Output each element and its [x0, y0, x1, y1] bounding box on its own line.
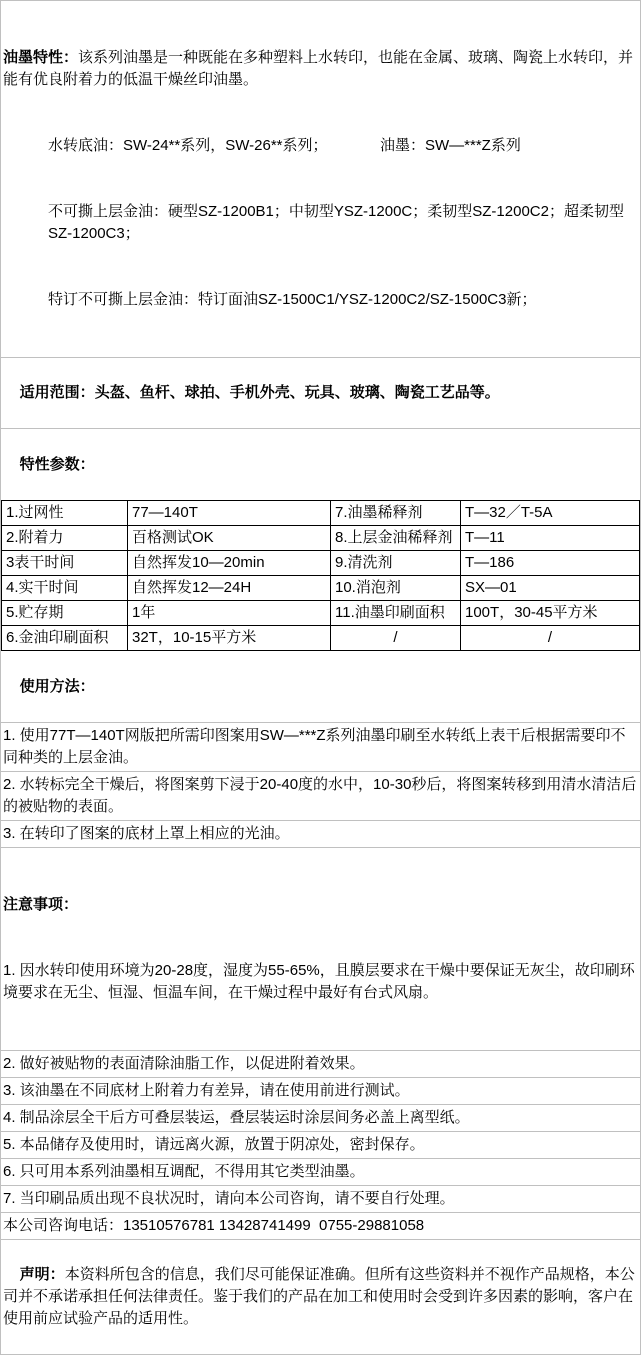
- statement-section: [1, 1239, 640, 1354]
- param-value-cell: 百格测试OK: [128, 526, 331, 551]
- usage-item-3: 3. 在转印了图案的底材上罩上相应的光油。: [1, 820, 640, 847]
- param-label-cell: 9.清洗剂: [331, 551, 461, 576]
- notes-item-7: 7. 当印刷品质出现不良状况时，请向本公司咨询，请不要自行处理。: [1, 1185, 640, 1212]
- table-row: [2, 501, 640, 526]
- param-value-cell: 自然挥发12—24H: [128, 576, 331, 601]
- param-value-cell: 32T，10-15平方米: [128, 626, 331, 651]
- param-label-cell: 8.上层金油稀释剂: [331, 526, 461, 551]
- notes-item-5: 5. 本品储存及使用时，请远离火源，放置于阴凉处，密封保存。: [1, 1131, 640, 1158]
- notes-item-1: 1. 因水转印使用环境为20-28度，湿度为55-65%，且膜层要求在干燥中要保证无灰尘，故印刷环境要求在无尘、恒湿、恒温车间，在干燥过程中最好有台式风扇。: [3, 962, 635, 1001]
- table-row: [2, 526, 640, 551]
- param-label-cell: 6.金油印刷面积: [2, 626, 128, 651]
- param-value-cell: T—11: [461, 526, 640, 551]
- notes-item-4: 4. 制品涂层全干后方可叠层装运，叠层装运时涂层间务必盖上离型纸。: [1, 1104, 640, 1131]
- param-label-cell: 11.油墨印刷面积: [331, 601, 461, 626]
- custom-top-coat-line: 特订不可撕上层金油：特订面油SZ-1500C1/YSZ-1200C2/SZ-1500C3新；: [48, 291, 537, 308]
- param-label-cell: 2.附着力: [2, 526, 128, 551]
- usage-heading: 使用方法：: [19, 678, 95, 695]
- top-coat-line: 不可撕上层金油：硬型SZ-1200B1；中韧型YSZ-1200C；柔韧型SZ-1200C2；超柔韧型SZ-1200C3；: [48, 203, 624, 242]
- ink-properties-section: [1, 1, 640, 357]
- statement-label: 声明：: [19, 1266, 65, 1283]
- param-value-cell: T—186: [461, 551, 640, 576]
- param-value-cell: 1年: [128, 601, 331, 626]
- base-oil-line: 水转底油：SW-24**系列，SW-26**系列； 油墨：SW—***Z系列: [48, 137, 521, 154]
- ink-properties-label: 油墨特性：: [3, 49, 79, 66]
- table-row: [2, 576, 640, 601]
- params-heading: 特性参数：: [19, 456, 95, 473]
- usage-heading-row: [1, 651, 640, 722]
- usage-item-1: 1. 使用77T—140T网版把所需印图案用SW—***Z系列油墨印刷至水转纸上表干后根据需要印不同种类的上层金油。: [1, 722, 640, 771]
- ink-properties-text: 该系列油墨是一种既能在多种塑料上水转印，也能在金属、玻璃、陶瓷上水转印，并能有优良附着力的低温干燥丝印油墨。: [3, 49, 634, 88]
- param-label-cell: 3表干时间: [2, 551, 128, 576]
- table-row: [2, 626, 640, 651]
- statement-text: 本资料所包含的信息，我们尽可能保证准确。但所有这些资料并不视作产品规格，本公司并不承诺承担任何法律责任。鉴于我们的产品在加工和使用时会受到许多因素的影响，客户在使用前应试验产品的适用性。: [3, 1266, 635, 1327]
- param-value-cell: SX—01: [461, 576, 640, 601]
- param-value-cell: T—32／T-5A: [461, 501, 640, 526]
- notes-item-6: 6. 只可用本系列油墨相互调配，不得用其它类型油墨。: [1, 1158, 640, 1185]
- scope-text: 头盔、鱼杆、球拍、手机外壳、玩具、玻璃、陶瓷工艺品等。: [94, 384, 500, 401]
- usage-item-2: 2. 水转标完全干燥后，将图案剪下浸于20-40度的水中，10-30秒后，将图案转移到用清水清洁后的被贴物的表面。: [1, 771, 640, 820]
- scope-label: 适用范围：: [19, 384, 95, 401]
- params-table: [1, 500, 640, 651]
- param-value-cell: 自然挥发10—20min: [128, 551, 331, 576]
- notes-heading: 注意事项：: [3, 896, 79, 913]
- param-value-cell: 77—140T: [128, 501, 331, 526]
- param-empty-cell: /: [331, 626, 461, 651]
- param-label-cell: 4.实干时间: [2, 576, 128, 601]
- table-row: [2, 601, 640, 626]
- ink-properties-intro: [3, 47, 638, 91]
- notes-section: [1, 847, 640, 1050]
- table-row: [2, 551, 640, 576]
- param-value-cell: 100T，30-45平方米: [461, 601, 640, 626]
- params-heading-row: [1, 428, 640, 500]
- contact-row: 本公司咨询电话：13510576781 13428741499 0755-29881058: [1, 1212, 640, 1239]
- param-label-cell: 10.消泡剂: [331, 576, 461, 601]
- notes-item-2: 2. 做好被贴物的表面清除油脂工作，以促进附着效果。: [1, 1050, 640, 1077]
- notes-item-3: 3. 该油墨在不同底材上附着力有差异，请在使用前进行测试。: [1, 1077, 640, 1104]
- param-label-cell: 5.贮存期: [2, 601, 128, 626]
- param-label-cell: 1.过网性: [2, 501, 128, 526]
- param-empty-cell: /: [461, 626, 640, 651]
- scope-section: [1, 357, 640, 428]
- param-label-cell: 7.油墨稀释剂: [331, 501, 461, 526]
